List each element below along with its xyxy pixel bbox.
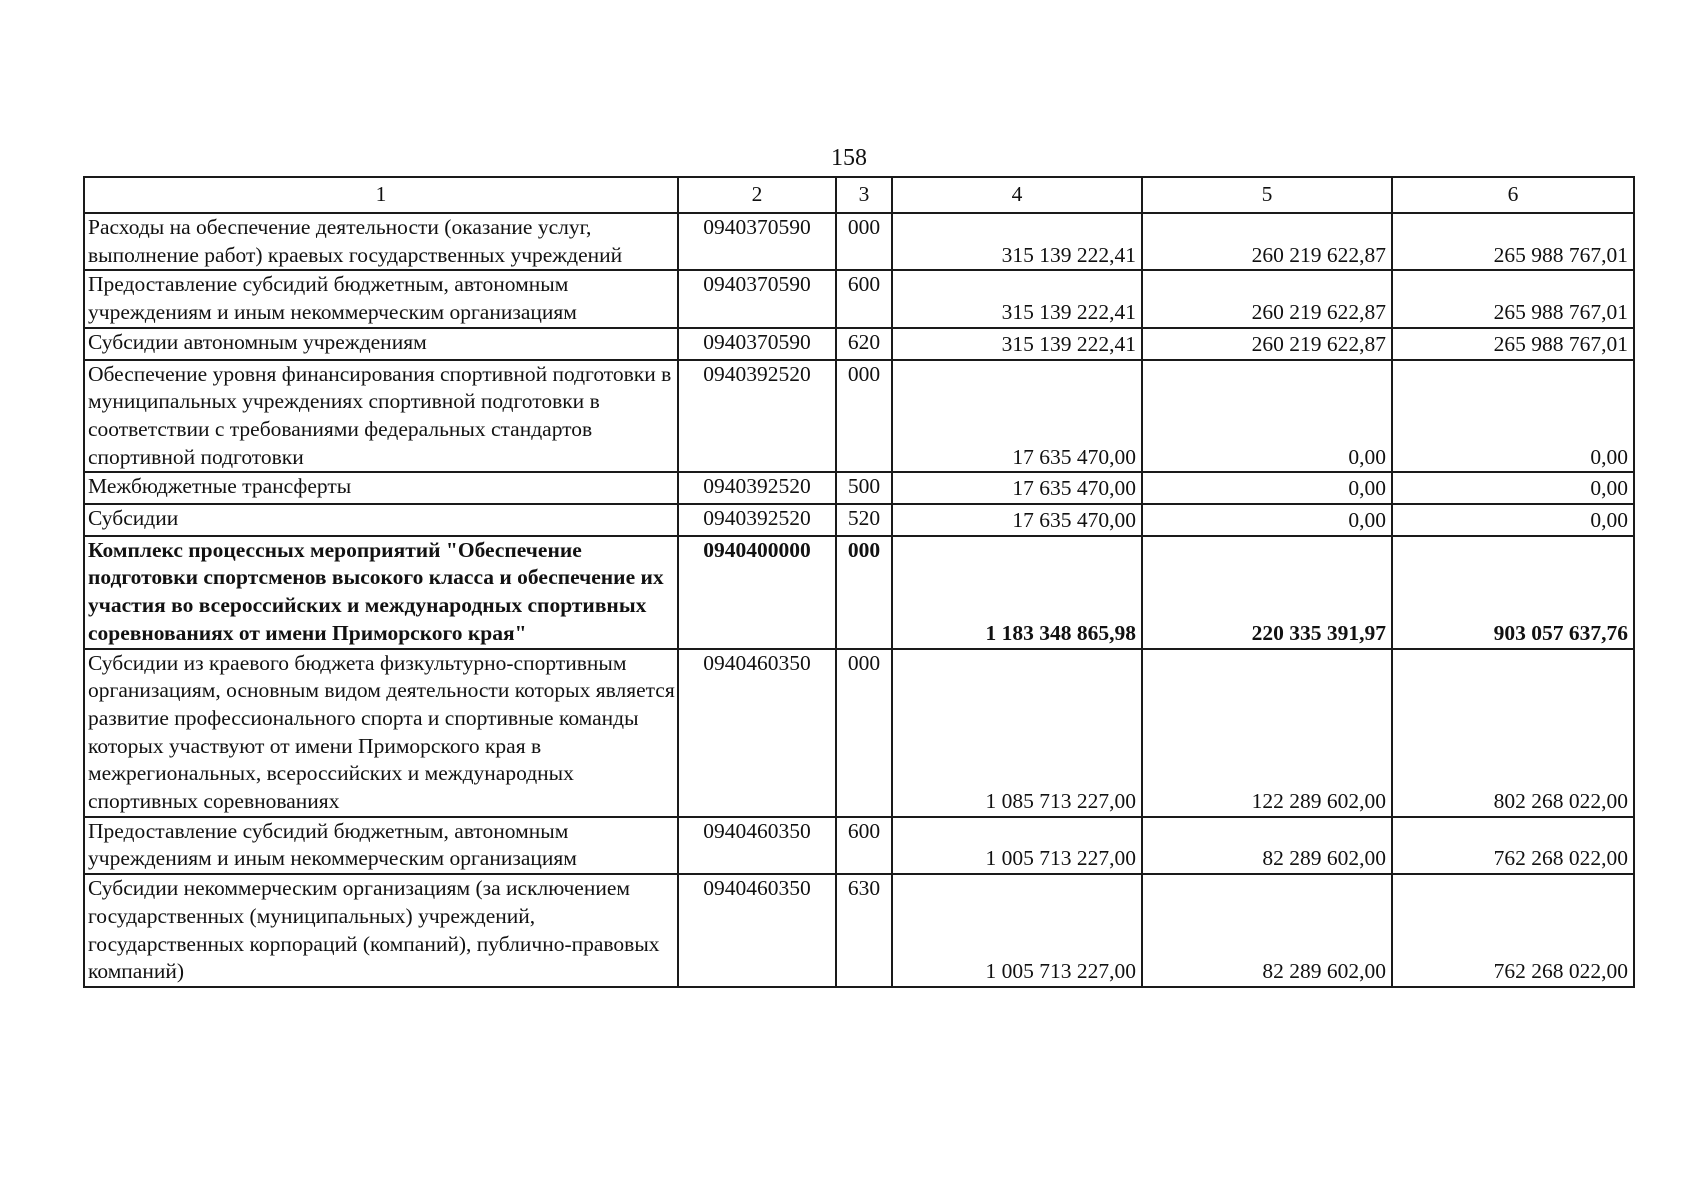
column-header-3: 3: [836, 177, 892, 213]
row-name-cell: Предоставление субсидий бюджетным, автономным учреждениям и иным некоммерческим организациям: [84, 817, 678, 874]
row-amount-col5-cell: 0,00: [1142, 360, 1392, 473]
column-header-6: 6: [1392, 177, 1634, 213]
row-amount-col5-cell: 260 219 622,87: [1142, 213, 1392, 270]
row-amount-col6-cell: 265 988 767,01: [1392, 328, 1634, 360]
column-header-5: 5: [1142, 177, 1392, 213]
table-row: [84, 504, 1634, 536]
row-amount-col4-cell: 1 005 713 227,00: [892, 874, 1142, 987]
row-name-cell: Субсидии автономным учреждениям: [84, 328, 678, 360]
row-type-cell: 520: [836, 504, 892, 536]
table-row: [84, 649, 1634, 817]
row-amount-col4-cell: 17 635 470,00: [892, 472, 1142, 504]
row-amount-col5-cell: 0,00: [1142, 472, 1392, 504]
row-amount-col6-cell: 802 268 022,00: [1392, 649, 1634, 817]
row-name-cell: Обеспечение уровня финансирования спортивной подготовки в муниципальных учреждениях спортивной подготовки в соответствии с требованиями федеральных стандартов спортивной подготовки: [84, 360, 678, 473]
row-type-cell: 000: [836, 536, 892, 649]
row-amount-col6-cell: 0,00: [1392, 360, 1634, 473]
table-row: [84, 874, 1634, 987]
row-amount-col6-cell: 762 268 022,00: [1392, 817, 1634, 874]
table-row: [84, 536, 1634, 649]
row-code-cell: 0940370590: [678, 270, 836, 327]
row-code-cell: 0940392520: [678, 360, 836, 473]
row-type-cell: 630: [836, 874, 892, 987]
row-code-cell: 0940392520: [678, 472, 836, 504]
row-name-cell: Субсидии некоммерческим организациям (за исключением государственных (муниципальных) учреждений, государственных корпораций (компаний), публично-правовых компаний): [84, 874, 678, 987]
row-type-cell: 000: [836, 649, 892, 817]
row-amount-col5-cell: 82 289 602,00: [1142, 874, 1392, 987]
row-code-cell: 0940370590: [678, 213, 836, 270]
row-name-cell: Субсидии из краевого бюджета физкультурно-спортивным организациям, основным видом деятельности которых является развитие профессионального спорта и спортивные команды которых участвуют от имени Приморского края в межрегиональных, всероссийских и международных спортивных соревнованиях: [84, 649, 678, 817]
row-amount-col4-cell: 315 139 222,41: [892, 270, 1142, 327]
row-amount-col4-cell: 1 085 713 227,00: [892, 649, 1142, 817]
column-header-1: 1: [84, 177, 678, 213]
row-type-cell: 600: [836, 270, 892, 327]
row-code-cell: 0940400000: [678, 536, 836, 649]
row-name-cell: Субсидии: [84, 504, 678, 536]
row-type-cell: 000: [836, 213, 892, 270]
row-type-cell: 600: [836, 817, 892, 874]
row-amount-col5-cell: 260 219 622,87: [1142, 328, 1392, 360]
table-row: [84, 817, 1634, 874]
column-header-2: 2: [678, 177, 836, 213]
row-code-cell: 0940460350: [678, 874, 836, 987]
row-code-cell: 0940460350: [678, 817, 836, 874]
row-amount-col6-cell: 265 988 767,01: [1392, 213, 1634, 270]
column-header-4: 4: [892, 177, 1142, 213]
row-name-cell: Расходы на обеспечение деятельности (оказание услуг, выполнение работ) краевых государственных учреждений: [84, 213, 678, 270]
row-type-cell: 000: [836, 360, 892, 473]
row-code-cell: 0940460350: [678, 649, 836, 817]
row-amount-col6-cell: 903 057 637,76: [1392, 536, 1634, 649]
column-numbers-row: [84, 177, 1634, 213]
row-amount-col5-cell: 0,00: [1142, 504, 1392, 536]
row-amount-col5-cell: 220 335 391,97: [1142, 536, 1392, 649]
row-code-cell: 0940392520: [678, 504, 836, 536]
row-name-cell: Комплекс процессных мероприятий "Обеспечение подготовки спортсменов высокого класса и обеспечение их участия во всероссийских и международных спортивных соревнованиях от имени Приморского края": [84, 536, 678, 649]
table-row: [84, 360, 1634, 473]
row-code-cell: 0940370590: [678, 328, 836, 360]
row-amount-col4-cell: 17 635 470,00: [892, 504, 1142, 536]
row-amount-col6-cell: 0,00: [1392, 472, 1634, 504]
page-number: 158: [831, 145, 867, 171]
row-amount-col6-cell: 0,00: [1392, 504, 1634, 536]
row-amount-col6-cell: 265 988 767,01: [1392, 270, 1634, 327]
row-amount-col4-cell: 315 139 222,41: [892, 213, 1142, 270]
row-amount-col6-cell: 762 268 022,00: [1392, 874, 1634, 987]
row-type-cell: 620: [836, 328, 892, 360]
row-amount-col5-cell: 82 289 602,00: [1142, 817, 1392, 874]
row-name-cell: Межбюджетные трансферты: [84, 472, 678, 504]
table-row: [84, 472, 1634, 504]
row-type-cell: 500: [836, 472, 892, 504]
row-amount-col4-cell: 17 635 470,00: [892, 360, 1142, 473]
row-amount-col5-cell: 260 219 622,87: [1142, 270, 1392, 327]
row-amount-col4-cell: 1 005 713 227,00: [892, 817, 1142, 874]
row-name-cell: Предоставление субсидий бюджетным, автономным учреждениям и иным некоммерческим организациям: [84, 270, 678, 327]
budget-table: [83, 176, 1635, 988]
table-row: [84, 213, 1634, 270]
row-amount-col4-cell: 315 139 222,41: [892, 328, 1142, 360]
table-row: [84, 270, 1634, 327]
row-amount-col5-cell: 122 289 602,00: [1142, 649, 1392, 817]
row-amount-col4-cell: 1 183 348 865,98: [892, 536, 1142, 649]
table-row: [84, 328, 1634, 360]
